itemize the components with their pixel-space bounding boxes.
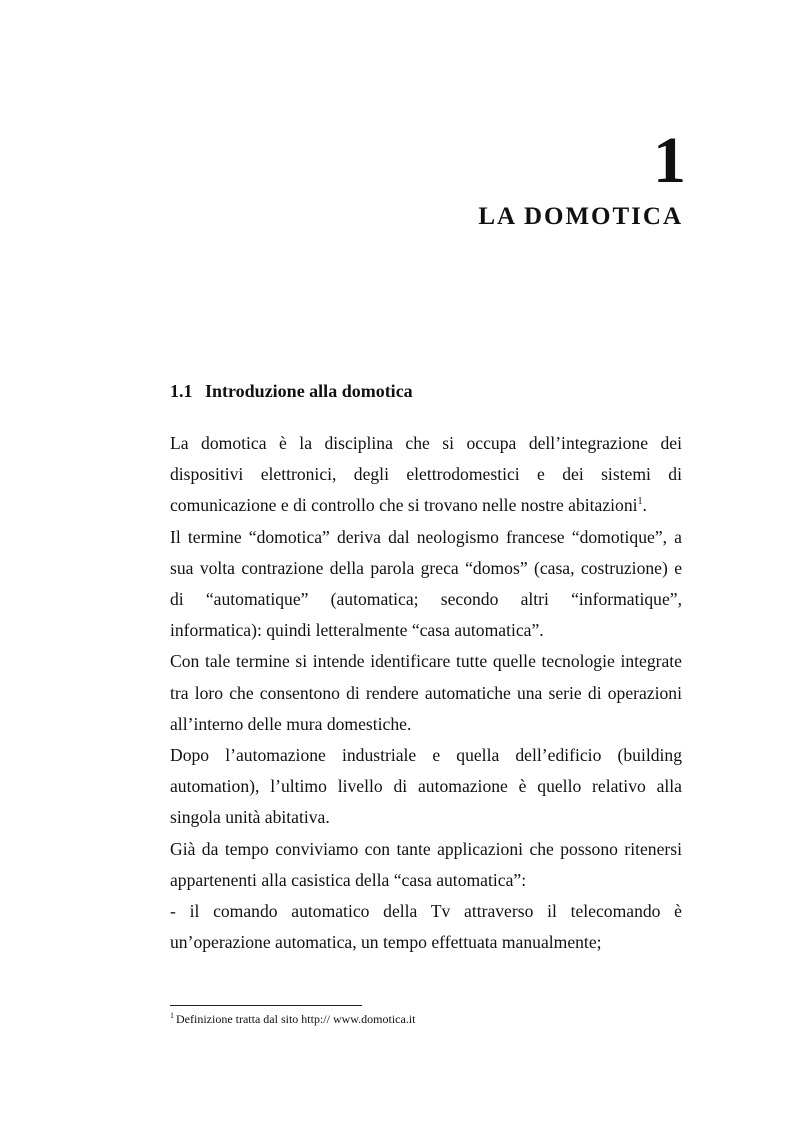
- section-title: Introduzione alla domotica: [205, 381, 413, 401]
- paragraph-automation-levels: Dopo l’automazione industriale e quella dell’edificio (building automation), l’ultimo livello di automazione è quello relativo alla singola unità abitativa.: [170, 745, 682, 828]
- paragraph-etymology: Il termine “domotica” deriva dal neologismo francese “domotique”, a sua volta contrazione della parola greca “domos” (casa, costruzione) e di “automatique” (automatica; secondo altri “informatique”, informatica): quindi letteralmente “casa automatica”.: [170, 526, 682, 641]
- paragraph-definition: [170, 428, 682, 522]
- paragraph-text: La domotica è la disciplina che si occupa dell’integrazione dei dispositivi elettronici, degli elettrodomestici e dei sistemi di comunicazione e di controllo che si trovano nelle nostre abitazioni: [170, 433, 682, 516]
- footnote-text: Definizione tratta dal sito http:// www.domotica.it: [176, 1012, 416, 1026]
- paragraph-meaning: Con tale termine si intende identificare tutte quelle tecnologie integrate tra loro che consentono di rendere automatiche una serie di operazioni all’interno delle mura domestiche.: [170, 651, 682, 734]
- section-heading: [170, 382, 413, 400]
- chapter-title: LA DOMOTICA: [478, 203, 683, 230]
- footnote-reference: 1: [637, 496, 643, 508]
- section-number: 1.1: [170, 381, 193, 401]
- chapter-number: 1: [653, 124, 686, 197]
- sentence-end: .: [642, 495, 647, 516]
- footnote-divider: [170, 1005, 362, 1006]
- footnote-marker: 1: [170, 1011, 174, 1020]
- paragraph-list-item: - il comando automatico della Tv attraverso il telecomando è un’operazione automatica, un tempo effettuata manualmente;: [170, 901, 682, 953]
- paragraph-applications: Già da tempo conviviamo con tante applicazioni che possono ritenersi appartenenti alla casistica della “casa automatica”:: [170, 838, 682, 890]
- body-text: [170, 428, 682, 958]
- footnote: [170, 1013, 416, 1025]
